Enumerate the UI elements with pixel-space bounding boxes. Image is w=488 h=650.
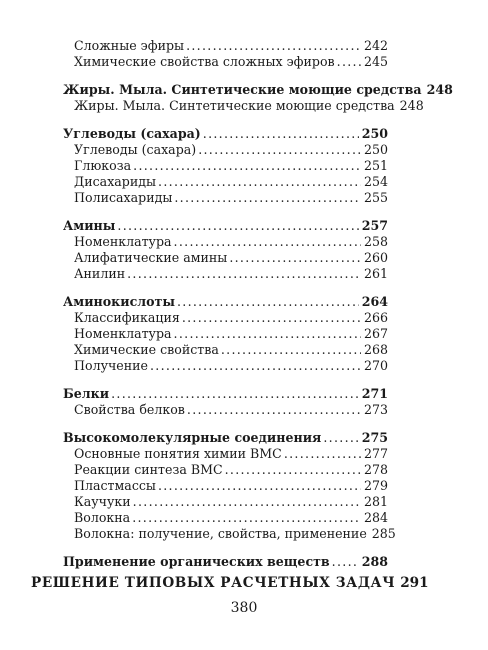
toc-entry-page: 270	[363, 358, 388, 373]
toc-entry-title: Полисахариды	[74, 190, 173, 205]
toc-entry-page: 267	[363, 326, 388, 341]
dot-leader	[158, 174, 361, 190]
toc-entry-page: 260	[363, 250, 388, 265]
toc-entry	[74, 190, 388, 206]
toc-section-title: Применение органических веществ	[63, 554, 330, 569]
page-number: 380	[230, 600, 258, 616]
toc-entry	[74, 234, 388, 250]
toc-section-title: Углеводы (сахара)	[63, 126, 201, 141]
toc-entry-page: 245	[363, 54, 388, 69]
toc-entry-title: Химические свойства	[74, 342, 219, 357]
toc-entry	[74, 158, 388, 174]
toc-section-page: 257	[361, 218, 388, 233]
toc-entry	[74, 526, 396, 542]
toc-entry-title: Основные понятия химии ВМС	[74, 446, 282, 461]
dot-leader	[337, 54, 361, 70]
toc-entry	[74, 326, 388, 342]
dot-leader	[177, 294, 359, 310]
dot-leader	[187, 402, 361, 418]
toc-entry-title: Каучуки	[74, 494, 131, 509]
toc-entry-page: 242	[363, 38, 388, 53]
dot-leader	[133, 158, 361, 174]
toc-entry-page: 266	[363, 310, 388, 325]
toc-section-page: 288	[361, 554, 388, 569]
toc-entry-title: Получение	[74, 358, 148, 373]
toc-entry-page: 254	[363, 174, 388, 189]
dot-leader	[158, 478, 361, 494]
toc-entry-page: 255	[363, 190, 388, 205]
toc-entry-title: Сложные эфиры	[74, 38, 185, 53]
toc-entry-page: 258	[363, 234, 388, 249]
toc-section	[63, 386, 388, 402]
toc-entry	[74, 38, 388, 54]
toc-section-title: Жиры. Мыла. Синтетические моющие средства	[63, 82, 422, 97]
dot-leader	[284, 446, 361, 462]
toc-section-page: 271	[361, 386, 388, 401]
toc-entry-page: 251	[363, 158, 388, 173]
toc-entry-page: 277	[363, 446, 388, 461]
toc-entry-title: Дисахариды	[74, 174, 157, 189]
dot-leader	[186, 38, 361, 54]
toc-entry-title: Номенклатура	[74, 234, 172, 249]
toc-entry-title: Жиры. Мыла. Синтетические моющие средства	[74, 98, 395, 113]
toc-entry-title: Химические свойства сложных эфиров	[74, 54, 335, 69]
toc-entry-page: 273	[363, 402, 388, 417]
dot-leader	[229, 250, 361, 266]
toc-chapter-page: 291	[400, 575, 429, 591]
dot-leader	[182, 310, 361, 326]
toc-entry-title: Свойства белков	[74, 402, 185, 417]
toc-entry-page: 281	[363, 494, 388, 509]
dot-leader	[174, 234, 361, 250]
toc-entry	[74, 478, 388, 494]
toc-chapter	[31, 575, 429, 591]
toc-entry-title: Анилин	[74, 266, 126, 281]
toc-section-title: Амины	[63, 218, 116, 233]
toc-entry	[74, 342, 388, 358]
toc-section	[63, 218, 388, 234]
toc-entry-page: 279	[363, 478, 388, 493]
toc-entry-page: 278	[363, 462, 388, 477]
dot-leader	[133, 494, 361, 510]
dot-leader	[174, 190, 361, 206]
toc-entry-title: Волокна: получение, свойства, применение	[74, 526, 367, 541]
toc-entry	[74, 494, 388, 510]
toc-entry-title: Реакции синтеза ВМС	[74, 462, 223, 477]
toc-section	[63, 126, 388, 142]
dot-leader	[111, 386, 359, 402]
toc-entry-page: 268	[363, 342, 388, 357]
toc-entry-page: 284	[363, 510, 388, 525]
toc-entry	[74, 174, 388, 190]
toc-entry	[74, 142, 388, 158]
toc-entry	[74, 358, 388, 374]
toc-section-page: 264	[361, 294, 388, 309]
toc-entry-title: Волокна	[74, 510, 131, 525]
toc-entry-page: 285	[371, 526, 396, 541]
toc-entry-title: Номенклатура	[74, 326, 172, 341]
toc-entry	[74, 402, 388, 418]
dot-leader	[225, 462, 361, 478]
dot-leader	[150, 358, 361, 374]
toc-entry	[74, 510, 388, 526]
toc-section-page: 250	[361, 126, 388, 141]
toc-entry	[74, 250, 388, 266]
toc-entry-title: Классификация	[74, 310, 180, 325]
toc-section-title: Белки	[63, 386, 110, 401]
toc-entry-page: 261	[363, 266, 388, 281]
toc-section	[63, 82, 453, 98]
toc-chapter-title: РЕШЕНИЕ ТИПОВЫХ РАСЧЕТНЫХ ЗАДАЧ	[31, 575, 396, 591]
toc-entry-title: Углеводы (сахара)	[74, 142, 197, 157]
toc-entry-page: 248	[399, 98, 424, 113]
dot-leader	[332, 554, 359, 570]
dot-leader	[323, 430, 358, 446]
toc-section-title: Аминокислоты	[63, 294, 175, 309]
dot-leader	[132, 510, 361, 526]
toc-entry	[74, 446, 388, 462]
toc-entry	[74, 54, 388, 70]
dot-leader	[203, 126, 359, 142]
dot-leader	[127, 266, 361, 282]
toc-section-title: Высокомолекулярные соединения	[63, 430, 322, 445]
toc-section-page: 275	[361, 430, 388, 445]
toc-entry-title: Алифатические амины	[74, 250, 228, 265]
toc-entry	[74, 462, 388, 478]
dot-leader	[221, 342, 361, 358]
toc-entry	[74, 310, 388, 326]
dot-leader	[198, 142, 361, 158]
toc-section	[63, 430, 388, 446]
toc-entry	[74, 266, 388, 282]
toc-section	[63, 554, 388, 570]
toc-section	[63, 294, 388, 310]
dot-leader	[117, 218, 358, 234]
toc-entry-page: 250	[363, 142, 388, 157]
dot-leader	[174, 326, 361, 342]
toc-entry-title: Пластмассы	[74, 478, 156, 493]
toc-entry	[74, 98, 424, 114]
toc-section-page: 248	[426, 82, 453, 97]
toc-entry-title: Глюкоза	[74, 158, 132, 173]
